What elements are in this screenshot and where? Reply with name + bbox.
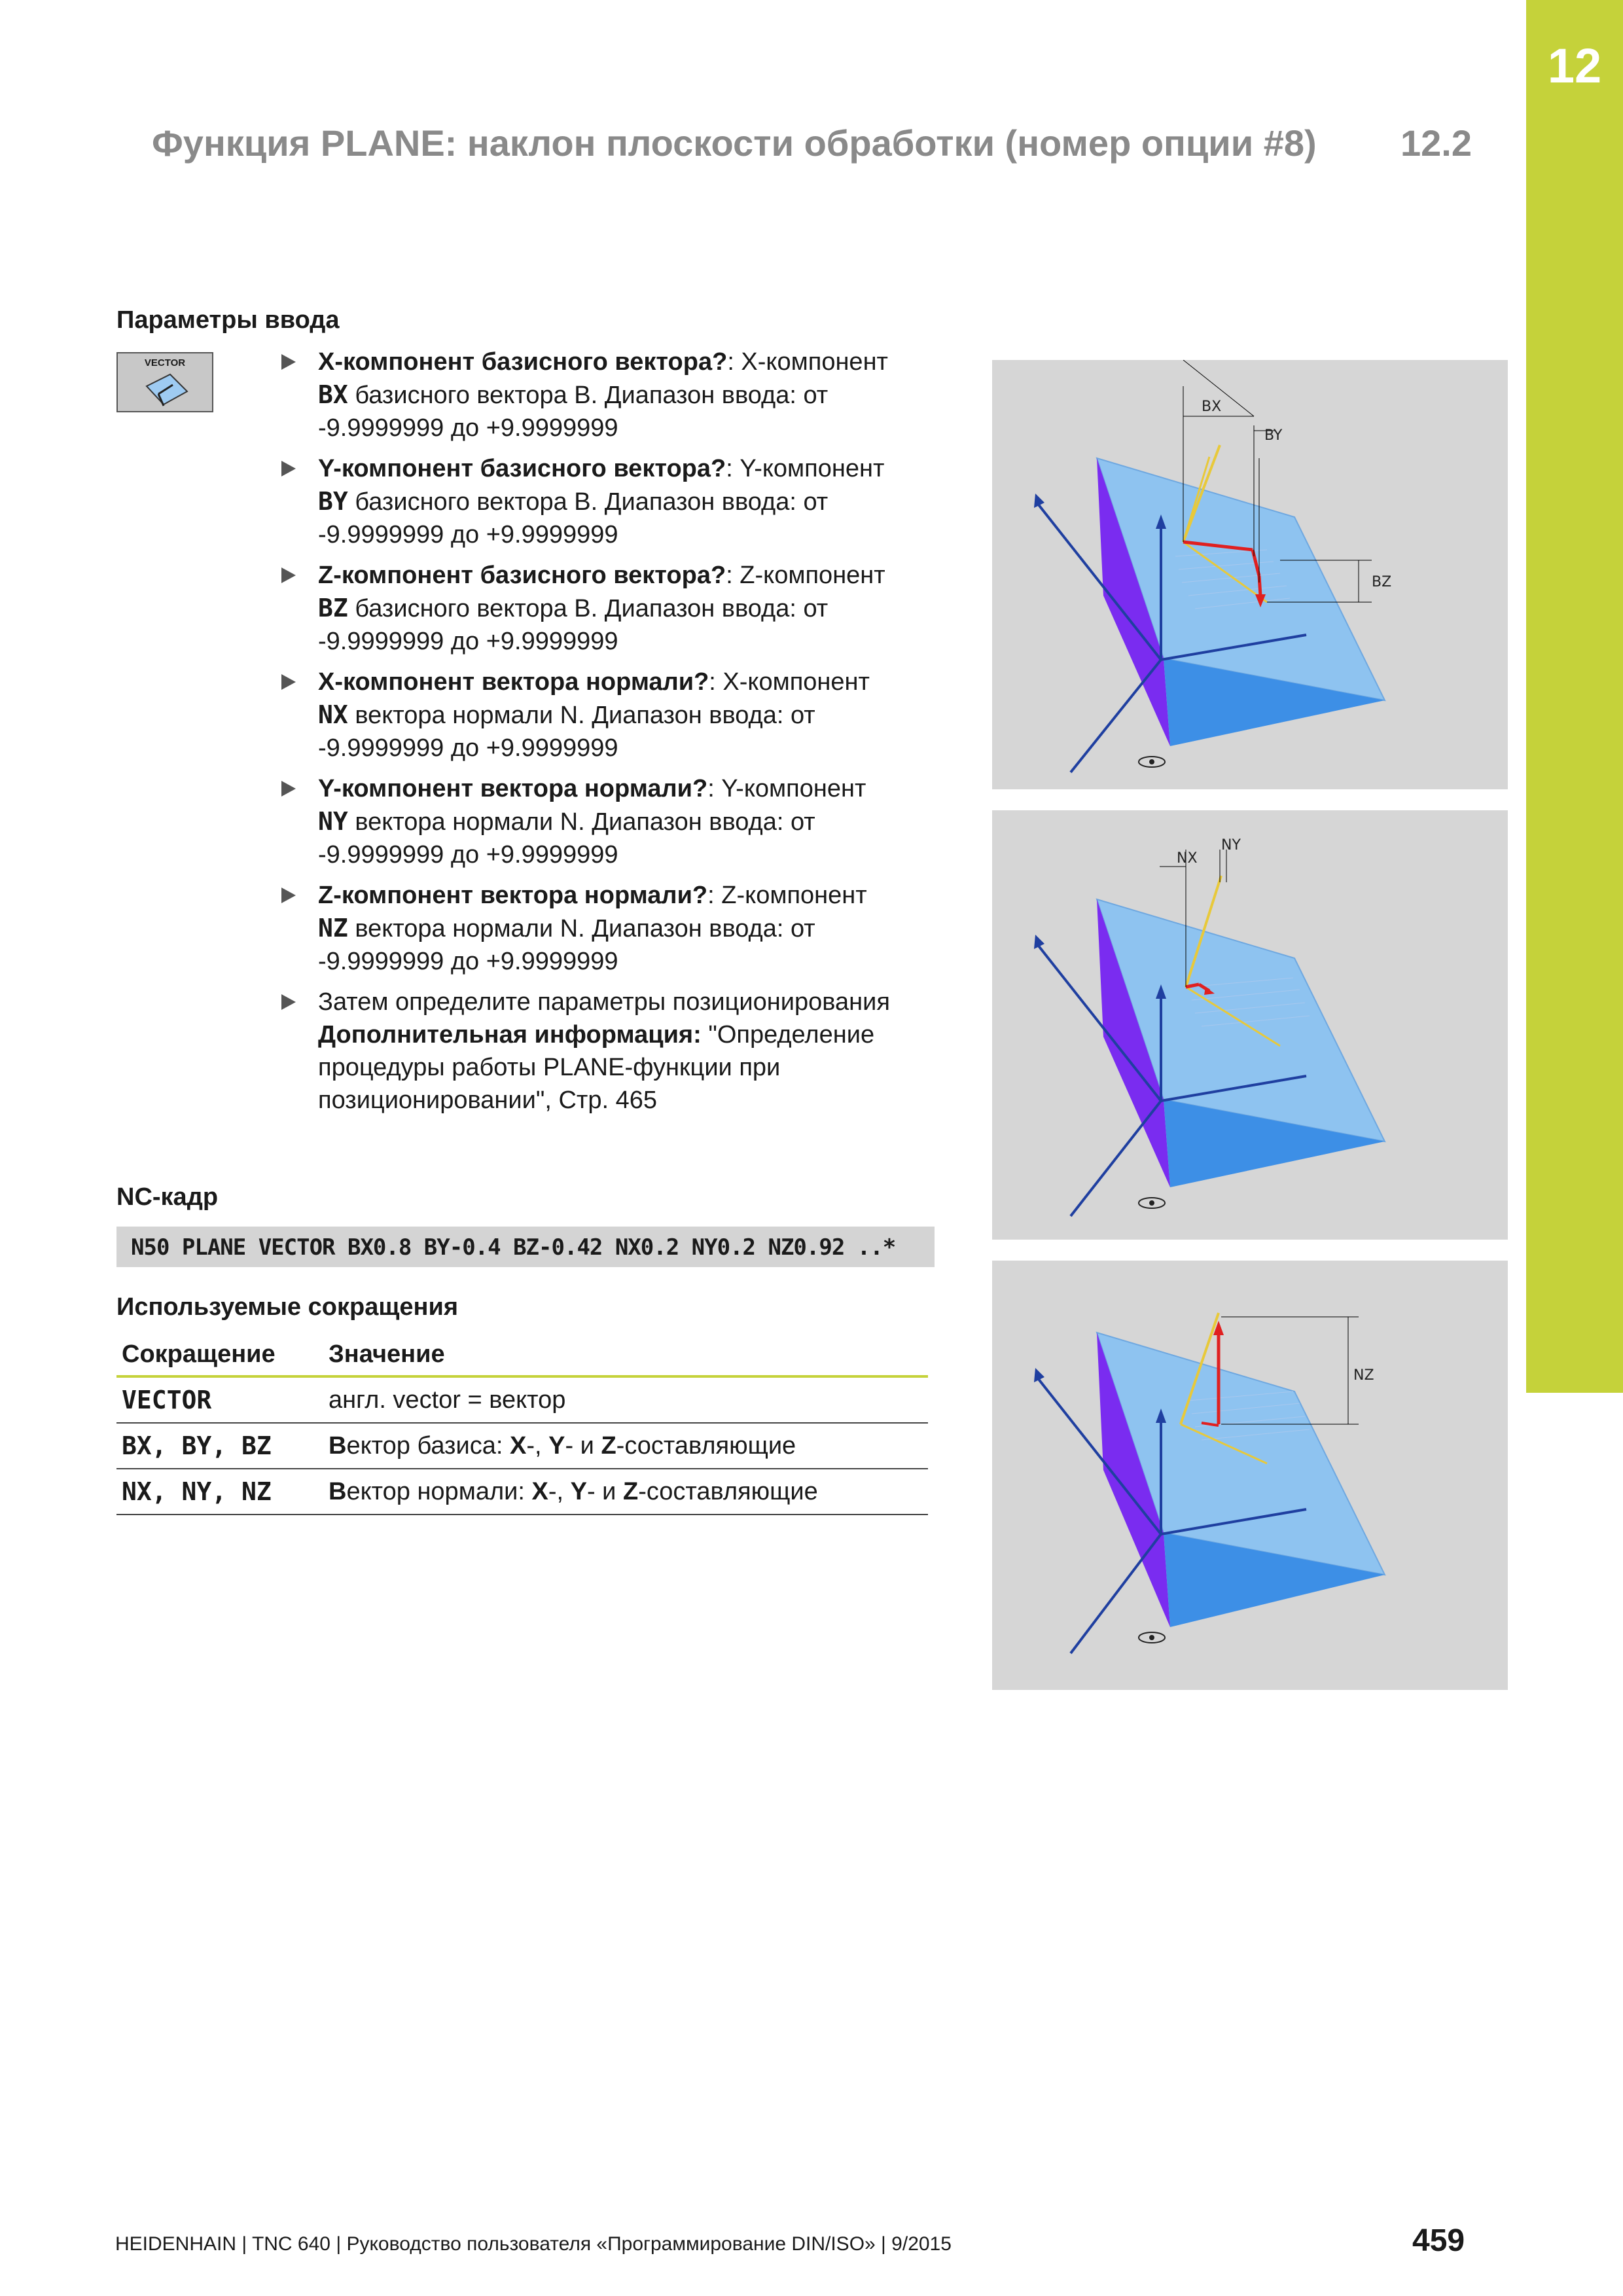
param-code: BX	[318, 380, 348, 409]
param-range: базисного вектора B. Диапазон ввода: от -9.9999999 до +9.9999999	[318, 595, 829, 655]
param-range: вектора нормали N. Диапазон ввода: от -9.9999999 до +9.9999999	[318, 808, 815, 869]
list-item	[281, 986, 942, 1117]
meaning-text: ектор нормали:	[346, 1477, 532, 1505]
abbr-cell: BX, BY, BZ	[116, 1423, 323, 1469]
list-item	[281, 879, 942, 978]
param-code: NY	[318, 807, 348, 836]
param-desc: : Z-компонент	[707, 882, 867, 909]
meaning-text: - и	[565, 1431, 601, 1460]
param-range: базисного вектора B. Диапазон ввода: от -9.9999999 до +9.9999999	[318, 382, 829, 442]
meaning-cell: англ. vector = вектор	[323, 1376, 928, 1423]
param-range: вектора нормали N. Диапазон ввода: от -9.9999999 до +9.9999999	[318, 702, 815, 762]
meaning-text: ектор базиса:	[346, 1431, 510, 1460]
figure-normal-vector-z	[992, 1261, 1508, 1690]
nc-code-block	[116, 1227, 935, 1267]
param-range: вектора нормали N. Диапазон ввода: от -9.9999999 до +9.9999999	[318, 915, 815, 975]
bullet-arrow-icon	[281, 994, 296, 1010]
meaning-text: -,	[526, 1431, 549, 1460]
figure-normal-vector-xy	[992, 810, 1508, 1240]
bullet-arrow-icon	[281, 461, 296, 476]
plane-diagram	[992, 810, 1508, 1240]
meaning-cell	[323, 1469, 928, 1515]
param-range: базисного вектора B. Диапазон ввода: от -9.9999999 до +9.9999999	[318, 488, 829, 548]
bullet-arrow-icon	[281, 888, 296, 903]
plane-diagram	[992, 360, 1508, 789]
abbr-cell: NX, NY, NZ	[116, 1469, 323, 1515]
param-label: Y-компонент вектора нормали?	[318, 775, 708, 802]
fig-label-nx: NX	[1177, 850, 1198, 867]
param-desc: : X-компонент	[727, 348, 888, 376]
list-item	[281, 666, 942, 764]
meaning-bold: Z	[622, 1477, 639, 1505]
parameter-list	[281, 346, 942, 1124]
chapter-number: 12	[1547, 39, 1602, 93]
column-header-abbr: Сокращение	[116, 1335, 323, 1376]
meaning-bold: Y	[570, 1477, 587, 1505]
list-item	[281, 772, 942, 871]
bullet-arrow-icon	[281, 674, 296, 690]
meaning-bold: Y	[548, 1431, 565, 1460]
fig-label-by: BY	[1264, 427, 1283, 444]
abbreviations-table	[116, 1335, 928, 1515]
vector-softkey[interactable]	[116, 352, 213, 412]
meaning-cell	[323, 1423, 928, 1469]
meaning-bold: Z	[601, 1431, 616, 1460]
list-item	[281, 559, 942, 658]
chapter-tab	[1526, 0, 1623, 1393]
abbr-cell: VECTOR	[116, 1376, 323, 1423]
footer-text: HEIDENHAIN | TNC 640 | Руководство пользователя «Программирование DIN/ISO» | 9/2015	[115, 2233, 952, 2255]
input-params-heading: Параметры ввода	[116, 306, 340, 334]
nc-block-heading: NC-кадр	[116, 1183, 219, 1211]
column-header-meaning: Значение	[323, 1335, 928, 1376]
bullet-arrow-icon	[281, 567, 296, 583]
meaning-bold: X	[531, 1477, 548, 1505]
meaning-bold: В	[329, 1431, 347, 1460]
bullet-arrow-icon	[281, 354, 296, 370]
plane-diagram	[992, 1261, 1508, 1690]
param-label: Z-компонент вектора нормали?	[318, 882, 708, 909]
param-desc: : Y-компонент	[726, 455, 885, 482]
meaning-text: -составляющие	[638, 1477, 818, 1505]
fig-label-nz: NZ	[1353, 1367, 1374, 1384]
bullet-arrow-icon	[281, 781, 296, 797]
meaning-bold: X	[509, 1431, 527, 1460]
meaning-text: -составляющие	[616, 1431, 796, 1460]
param-desc: : Y-компонент	[707, 775, 866, 802]
figure-basis-vector	[992, 360, 1508, 789]
param-label: Y-компонент базисного вектора?	[318, 455, 726, 482]
meaning-text: -,	[548, 1477, 571, 1505]
abbreviations-heading: Используемые сокращения	[116, 1293, 459, 1321]
plane-vector-icon	[144, 372, 190, 410]
fig-label-bz: BZ	[1372, 574, 1392, 590]
param-label: X-компонент вектора нормали?	[318, 668, 709, 696]
param-desc: : X-компонент	[709, 668, 870, 696]
param-label: X-компонент базисного вектора?	[318, 348, 728, 376]
meaning-text: - и	[586, 1477, 623, 1505]
fig-label-ny: NY	[1221, 837, 1241, 853]
more-info-label: Дополнительная информация:	[318, 1021, 702, 1049]
param-desc: : Z-компонент	[726, 562, 885, 589]
page-number: 459	[1412, 2223, 1465, 2258]
page-header-section: 12.2	[1400, 122, 1472, 164]
fig-label-bx: BX	[1202, 399, 1222, 415]
more-info-link[interactable]: "Определение процедуры работы PLANE-функции при позиционировании", Стр. 465	[318, 1021, 875, 1114]
softkey-label: VECTOR	[144, 357, 186, 368]
meaning-bold: В	[329, 1477, 347, 1505]
table-row	[116, 1376, 928, 1423]
param-code: BY	[318, 487, 348, 516]
positioning-note: Затем определите параметры позиционирования	[318, 988, 890, 1016]
param-code: NX	[318, 700, 348, 729]
param-code: BZ	[318, 594, 348, 622]
param-label: Z-компонент базисного вектора?	[318, 562, 726, 589]
table-row	[116, 1469, 928, 1515]
param-code: NZ	[318, 914, 348, 942]
list-item	[281, 346, 942, 444]
page-header-title: Функция PLANE: наклон плоскости обработки (номер опции #8)	[152, 122, 1317, 164]
table-row	[116, 1423, 928, 1469]
table-header-row	[116, 1335, 928, 1376]
nc-code: N50 PLANE VECTOR BX0.8 BY-0.4 BZ-0.42 NX0.2 NY0.2 NZ0.92 ..*	[131, 1234, 896, 1261]
list-item	[281, 452, 942, 551]
